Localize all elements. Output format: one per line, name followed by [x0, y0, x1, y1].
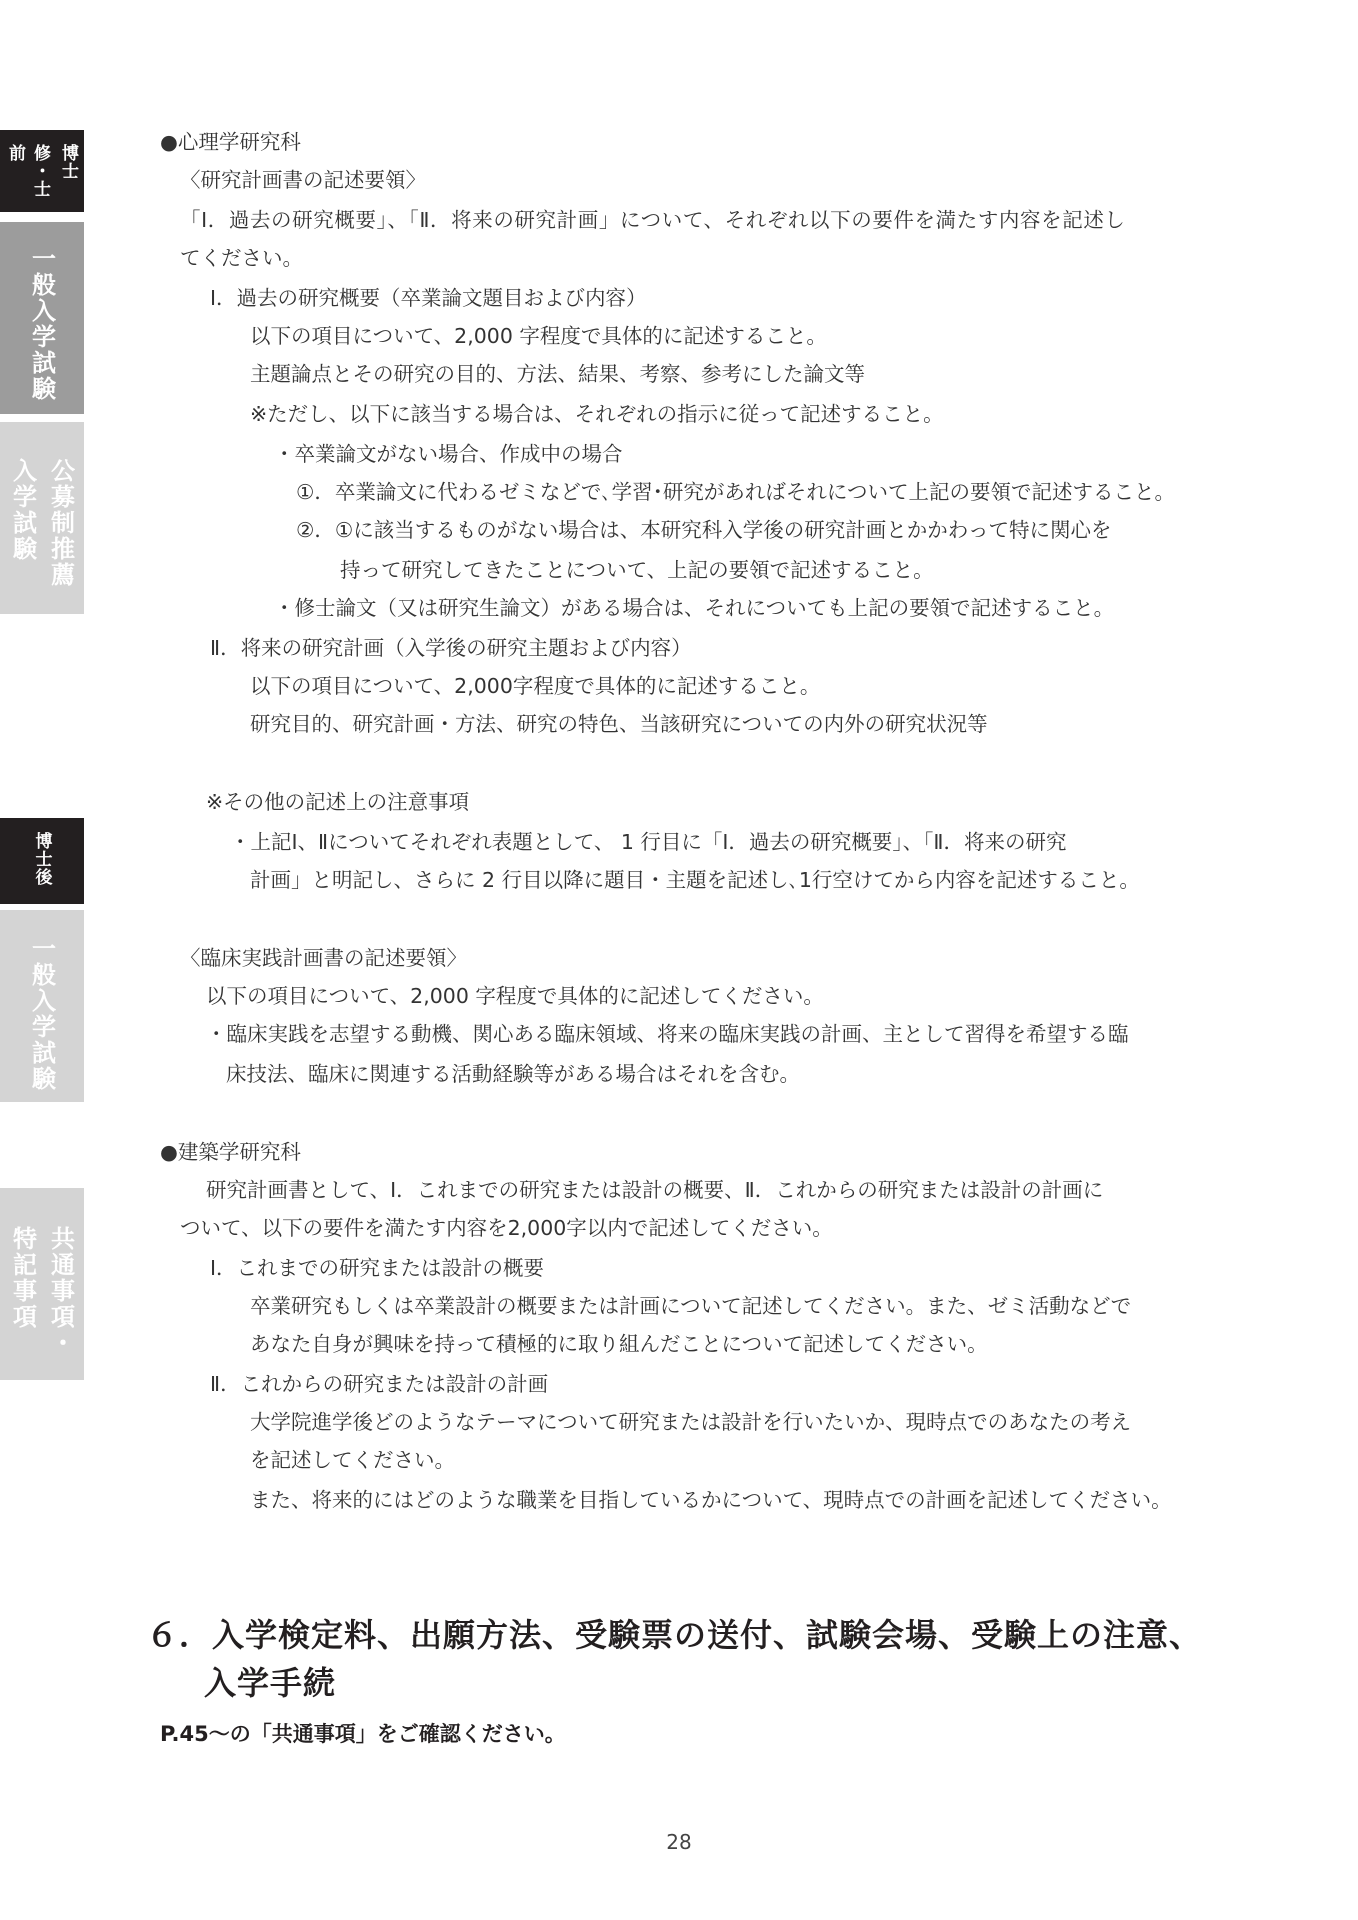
- subsection-title: Ⅱ．将来の研究計画（入学後の研究主題および内容）: [210, 636, 692, 660]
- side-tab[interactable]: [0, 910, 84, 1102]
- body-text: 主題論点とその研究の目的、方法、結果、考察、参考にした論文等: [250, 362, 865, 386]
- numbered-item: ②．①に該当するものがない場合は、本研究科入学後の研究計画とかかわって特に関心を: [296, 518, 1112, 542]
- side-tab[interactable]: [0, 818, 84, 904]
- side-tab[interactable]: [0, 130, 84, 212]
- note-title: ※その他の記述上の注意事項: [206, 790, 470, 814]
- note-text: 計画」と明記し、さらに 2 行目以降に題目・主題を記述し､1行空けてから内容を記述すること。: [250, 868, 1140, 892]
- plan-heading: 〈研究計画書の記述要領〉: [180, 168, 426, 192]
- body-text: あなた自身が興味を持って積極的に取り組んだことについて記述してください。: [250, 1332, 988, 1356]
- bullet-item: ・卒業論文がない場合、作成中の場合: [274, 442, 623, 466]
- body-text: 以下の項目について、2,000字程度で具体的に記述すること。: [250, 674, 821, 698]
- body-text: 以下の項目について、2,000 字程度で具体的に記述してください。: [206, 984, 824, 1008]
- body-text: てください。: [180, 246, 303, 270]
- numbered-item: ①．卒業論文に代わるゼミなどで､学習･研究があればそれについて上記の要領で記述すること。: [296, 480, 1175, 504]
- section-title-psychology: ●心理学研究科: [160, 130, 301, 154]
- body-text: を記述してください。: [250, 1448, 455, 1472]
- body-text: また、将来的にはどのような職業を目指しているかについて、現時点での計画を記述してください。: [250, 1488, 1172, 1512]
- subsection-title: Ⅰ．過去の研究概要（卒業論文題目および内容）: [210, 286, 647, 310]
- side-tab-label: 公募制推薦: [46, 458, 75, 588]
- section-heading: ６．入学検定料、出願方法、受験票の送付、試験会場、受験上の注意、: [146, 1616, 1203, 1654]
- note-text: ・上記Ⅰ、Ⅱについてそれぞれ表題として、 1 行目に「Ⅰ．過去の研究概要」、「Ⅱ．将来の研究: [230, 830, 1067, 854]
- subsection-title: Ⅰ．これまでの研究または設計の概要: [210, 1256, 545, 1280]
- body-text: ついて、以下の要件を満たす内容を2,000字以内で記述してください。: [180, 1216, 833, 1240]
- bullet-item: ・修士論文（又は研究生論文）がある場合は、それについても上記の要領で記述すること。: [274, 596, 1115, 620]
- body-text: ※ただし、以下に該当する場合は、それぞれの指示に従って記述すること。: [250, 402, 944, 426]
- body-text: 研究目的、研究計画・方法、研究の特色、当該研究についての内外の研究状況等: [250, 712, 988, 736]
- section-heading: 入学手続: [204, 1664, 337, 1702]
- body-text: 卒業研究もしくは卒業設計の概要または計画について記述してください。また、ゼミ活動などで: [250, 1294, 1132, 1318]
- reference-note: P.45～の「共通事項」をご確認ください。: [160, 1722, 566, 1746]
- body-text: 以下の項目について、2,000 字程度で具体的に記述すること。: [250, 324, 827, 348]
- side-tab-label: 一般入学試験: [27, 246, 56, 402]
- body-text: 床技法、臨床に関連する活動経験等がある場合はそれを含む。: [226, 1062, 800, 1086]
- body-text: 研究計画書として、Ⅰ．これまでの研究または設計の概要、Ⅱ．これからの研究または設計の計画に: [206, 1178, 1104, 1202]
- section-title-architecture: ●建築学研究科: [160, 1140, 301, 1164]
- subsection-title: Ⅱ．これからの研究または設計の計画: [210, 1372, 549, 1396]
- side-tab[interactable]: [0, 1188, 84, 1380]
- side-tab-label: 修・士前: [5, 144, 50, 198]
- side-tab-label: 入学試験: [8, 458, 37, 562]
- side-tab[interactable]: [0, 222, 84, 414]
- side-tab-label: 博士後: [31, 832, 52, 886]
- side-tab-label: 一般入学試験: [27, 936, 56, 1092]
- side-tab-label: 共通事項・: [46, 1226, 75, 1356]
- page-number: 28: [666, 1830, 692, 1854]
- side-tab-label: 特記事項: [8, 1226, 37, 1330]
- side-tab-label: 博士: [58, 144, 78, 180]
- side-tab[interactable]: [0, 422, 84, 614]
- numbered-item: 持って研究してきたことについて、上記の要領で記述すること。: [340, 558, 934, 582]
- body-text: 「Ⅰ．過去の研究概要」、「Ⅱ．将来の研究計画」について、それぞれ以下の要件を満たす内容を記述し: [180, 208, 1126, 232]
- body-text: 大学院進学後どのようなテーマについて研究または設計を行いたいか、現時点でのあなたの考え: [250, 1410, 1132, 1434]
- clinical-heading: 〈臨床実践計画書の記述要領〉: [180, 946, 467, 970]
- body-text: ・臨床実践を志望する動機、関心ある臨床領域、将来の臨床実践の計画、主として習得を希望する臨: [206, 1022, 1129, 1046]
